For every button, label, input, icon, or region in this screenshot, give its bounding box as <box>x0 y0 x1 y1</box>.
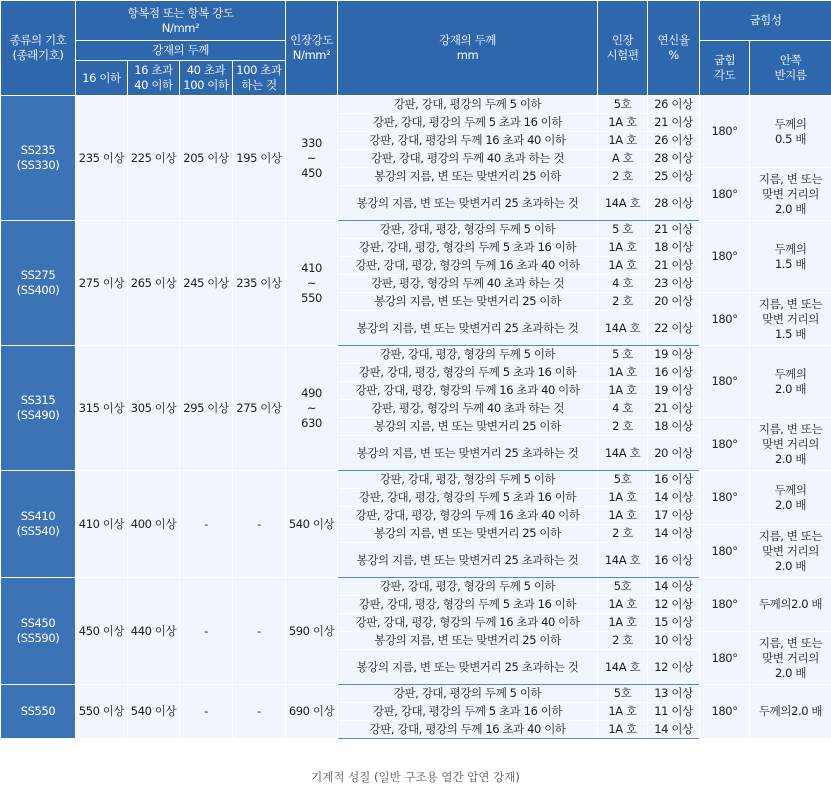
yield-strength-cell: 440 이상 <box>128 578 180 685</box>
grade-symbol: SS275 <box>20 268 56 282</box>
cell-line: ~ <box>306 275 317 290</box>
thickness-header: 강재의 두께 <box>76 41 286 61</box>
yield-strength-cell: 275 이상 <box>76 221 128 346</box>
inner-radius-cell <box>750 418 831 471</box>
specimen-thickness-cell: 봉강의 지름, 변 또는 맞변거리 25 이하 <box>338 525 598 543</box>
yield-strength-cell: 195 이상 <box>233 96 286 221</box>
test-piece-cell: 5호 <box>598 96 648 114</box>
specimen-thickness-cell: 강판, 강대, 평강의 두께 16 초과 40 이하 <box>338 132 598 150</box>
cell-line: 2.0 배 <box>775 497 807 512</box>
test-piece-cell: 1A 호 <box>598 257 648 275</box>
specimen-thickness-cell: 강판, 강대, 평강의 두께 40 초과 하는 것 <box>338 150 598 168</box>
specimen-thickness-cell: 강판, 강대, 평강, 형강의 두께 16 초과 40 이하 <box>338 257 598 275</box>
yield-strength-cell: - <box>180 685 233 739</box>
specimen-thickness-cell: 강판, 강대, 평강, 형강의 두께 5 이하 <box>338 346 598 364</box>
table-caption: 기계적 성질 (일반 구조용 열간 압연 강재) <box>311 770 520 784</box>
bend-angle-header: 굽힘 각도 <box>700 41 750 96</box>
grade-cell <box>1 221 76 346</box>
specimen-thickness-cell: 강판, 강대, 평강, 형강의 두께 16 초과 40 이하 <box>338 507 598 525</box>
test-piece-cell: 1A 호 <box>598 132 648 150</box>
cell-line: 330 <box>301 135 322 150</box>
cell-line: 0.5 배 <box>775 131 807 146</box>
test-piece-cell: 1A 호 <box>598 721 648 739</box>
yield-strength-cell: 540 이상 <box>128 685 180 739</box>
specimen-thickness-header: 강재의 두께 mm <box>338 1 598 96</box>
yield-strength-cell: 235 이상 <box>76 96 128 221</box>
specimen-thickness-cell: 강판, 강대, 평강의 두께 5 초과 16 이하 <box>338 114 598 132</box>
cell-line: 2.0 배 <box>775 201 807 216</box>
bend-angle-cell: 180° <box>700 685 750 739</box>
inner-radius-cell <box>750 578 831 632</box>
grade-old-symbol: (SS330) <box>16 158 60 172</box>
inner-radius-cell <box>750 96 831 168</box>
elongation-cell: 16 이상 <box>648 471 700 489</box>
elongation-cell: 14 이상 <box>648 578 700 596</box>
test-piece-cell: 1A 호 <box>598 596 648 614</box>
grade-cell <box>1 471 76 578</box>
cell-line: 맞변 거리의 <box>762 436 819 451</box>
yield-strength-cell: 400 이상 <box>128 471 180 578</box>
inner-radius-cell <box>750 221 831 293</box>
elongation-cell: 11 이상 <box>648 703 700 721</box>
bend-angle-cell: 180° <box>700 632 750 685</box>
bend-angle-cell: 180° <box>700 96 750 168</box>
tensile-strength-cell <box>286 471 338 578</box>
yield-strength-cell: 225 이상 <box>128 96 180 221</box>
test-piece-cell: 4 호 <box>598 275 648 293</box>
specimen-thickness-cell: 강판, 강대, 평강의 두께 5 이하 <box>338 685 598 703</box>
cell-line: 2.0 배 <box>775 451 807 466</box>
tensile-strength-cell <box>286 685 338 739</box>
bend-angle-cell: 180° <box>700 418 750 471</box>
test-piece-cell: A 호 <box>598 150 648 168</box>
cell-line: 590 이상 <box>288 623 335 638</box>
elongation-cell: 13 이상 <box>648 685 700 703</box>
specimen-thickness-cell: 강판, 강대, 평강, 형강의 두께 5 이하 <box>338 471 598 489</box>
cell-line: 450 <box>301 165 322 180</box>
elongation-cell: 26 이상 <box>648 132 700 150</box>
elongation-cell: 21 이상 <box>648 221 700 239</box>
cell-line: 410 <box>301 260 322 275</box>
bendability-header: 굽힘성 <box>700 1 831 41</box>
test-piece-cell: 1A 호 <box>598 703 648 721</box>
yield-strength-cell: - <box>233 471 286 578</box>
test-piece-cell: 1A 호 <box>598 489 648 507</box>
specimen-thickness-cell: 강판, 강대, 평강, 형강의 두께 16 초과 40 이하 <box>338 614 598 632</box>
test-piece-cell: 2 호 <box>598 418 648 436</box>
inner-radius-header: 안쪽 반지름 <box>750 41 831 96</box>
elongation-cell: 19 이상 <box>648 382 700 400</box>
table-row <box>1 471 831 489</box>
cell-line: 두께의2.0 배 <box>758 704 823 718</box>
inner-radius-cell <box>750 346 831 418</box>
bend-angle-cell: 180° <box>700 221 750 293</box>
cell-line: 지름, 변 또는 <box>758 296 823 311</box>
bend-angle-cell: 180° <box>700 293 750 346</box>
inner-radius-cell <box>750 525 831 578</box>
tensile-strength-cell <box>286 346 338 471</box>
table-row <box>1 578 831 596</box>
cell-line: 490 <box>301 385 322 400</box>
test-piece-cell: 5호 <box>598 471 648 489</box>
elongation-cell: 16 이상 <box>648 543 700 578</box>
test-piece-cell: 14A 호 <box>598 543 648 578</box>
test-piece-cell: 14A 호 <box>598 436 648 471</box>
elongation-cell: 23 이상 <box>648 275 700 293</box>
grade-symbol: SS550 <box>20 704 56 718</box>
cell-line: 지름, 변 또는 <box>758 635 823 650</box>
grade-symbol: SS450 <box>20 616 56 630</box>
bend-angle-cell: 180° <box>700 168 750 221</box>
cell-line: 540 이상 <box>288 516 335 531</box>
inner-radius-cell <box>750 471 831 525</box>
elongation-cell: 17 이상 <box>648 507 700 525</box>
elongation-cell: 26 이상 <box>648 96 700 114</box>
elongation-cell: 20 이상 <box>648 436 700 471</box>
yield-strength-header: 항복점 또는 항복 강도 N/mm² <box>76 1 286 41</box>
test-piece-cell: 1A 호 <box>598 114 648 132</box>
thickness-range-header: 40 초과 100 이하 <box>180 61 233 96</box>
table-row <box>1 96 831 114</box>
bend-angle-cell: 180° <box>700 471 750 525</box>
yield-strength-cell: 305 이상 <box>128 346 180 471</box>
specimen-thickness-cell: 봉강의 지름, 변 또는 맞변거리 25 초과하는 것 <box>338 311 598 346</box>
elongation-cell: 21 이상 <box>648 114 700 132</box>
test-piece-cell: 1A 호 <box>598 364 648 382</box>
cell-line: 맞변 거리의 <box>762 311 819 326</box>
grade-old-symbol: (SS400) <box>16 283 60 297</box>
cell-line: 지름, 변 또는 <box>758 171 823 186</box>
specimen-thickness-cell: 봉강의 지름, 변 또는 맞변거리 25 이하 <box>338 293 598 311</box>
yield-strength-cell: 235 이상 <box>233 221 286 346</box>
yield-strength-cell: 550 이상 <box>76 685 128 739</box>
test-piece-cell: 1A 호 <box>598 382 648 400</box>
grade-symbol-header: 종류의 기호 (종래기호) <box>1 1 76 96</box>
cell-line: 두께의 <box>774 482 807 497</box>
yield-strength-cell: 315 이상 <box>76 346 128 471</box>
cell-line: 1.5 배 <box>775 326 807 341</box>
table-row <box>1 221 831 239</box>
elongation-cell: 25 이상 <box>648 168 700 186</box>
yield-strength-cell: - <box>233 685 286 739</box>
elongation-cell: 10 이상 <box>648 632 700 650</box>
elongation-cell: 16 이상 <box>648 364 700 382</box>
specimen-thickness-cell: 강판, 강대, 평강, 형강의 두께 5 초과 16 이하 <box>338 364 598 382</box>
yield-strength-cell: 450 이상 <box>76 578 128 685</box>
elongation-cell: 14 이상 <box>648 721 700 739</box>
specimen-thickness-cell: 강판, 강대, 평강의 두께 5 이하 <box>338 96 598 114</box>
table-body <box>1 96 831 739</box>
specimen-thickness-cell: 강판, 평강, 형강의 두께 40 초과 하는 것 <box>338 400 598 418</box>
specimen-thickness-cell: 강판, 강대, 평강, 형강의 두께 5 초과 16 이하 <box>338 596 598 614</box>
cell-line: ~ <box>306 400 317 415</box>
cell-line: 맞변 거리의 <box>762 186 819 201</box>
inner-radius-cell <box>750 168 831 221</box>
elongation-cell: 21 이상 <box>648 257 700 275</box>
yield-strength-cell: 265 이상 <box>128 221 180 346</box>
elongation-cell: 14 이상 <box>648 525 700 543</box>
cell-line: 지름, 변 또는 <box>758 528 823 543</box>
table-row <box>1 685 831 703</box>
grade-old-symbol: (SS590) <box>16 631 60 645</box>
thickness-range-header: 16 이하 <box>76 61 128 96</box>
bend-angle-cell: 180° <box>700 525 750 578</box>
cell-line: 두께의 <box>774 366 807 381</box>
specimen-thickness-cell: 강판, 강대, 평강의 두께 5 초과 16 이하 <box>338 703 598 721</box>
test-piece-cell: 2 호 <box>598 632 648 650</box>
test-piece-cell: 5호 <box>598 578 648 596</box>
inner-radius-cell <box>750 685 831 739</box>
elongation-cell: 12 이상 <box>648 650 700 685</box>
specimen-thickness-cell: 봉강의 지름, 변 또는 맞변거리 25 이하 <box>338 418 598 436</box>
specimen-thickness-cell: 강판, 강대, 평강의 두께 16 초과 40 이하 <box>338 721 598 739</box>
test-piece-cell: 5호 <box>598 685 648 703</box>
specimen-thickness-cell: 강판, 강대, 평강, 형강의 두께 16 초과 40 이하 <box>338 382 598 400</box>
test-piece-cell: 1A 호 <box>598 507 648 525</box>
specimen-thickness-cell: 봉강의 지름, 변 또는 맞변거리 25 이하 <box>338 632 598 650</box>
cell-line: 550 <box>301 290 322 305</box>
elongation-cell: 19 이상 <box>648 346 700 364</box>
specimen-thickness-cell: 강판, 강대, 평강, 형강의 두께 5 이하 <box>338 221 598 239</box>
yield-strength-cell: 275 이상 <box>233 346 286 471</box>
yield-strength-cell: 295 이상 <box>180 346 233 471</box>
grade-cell <box>1 685 76 739</box>
test-piece-cell: 14A 호 <box>598 186 648 221</box>
yield-strength-cell: 245 이상 <box>180 221 233 346</box>
test-piece-cell: 4 호 <box>598 400 648 418</box>
yield-strength-cell: - <box>233 578 286 685</box>
grade-old-symbol: (SS490) <box>16 408 60 422</box>
test-piece-cell: 1A 호 <box>598 239 648 257</box>
cell-line: 두께의2.0 배 <box>758 597 823 611</box>
elongation-cell: 21 이상 <box>648 400 700 418</box>
grade-cell <box>1 96 76 221</box>
test-piece-cell: 5 호 <box>598 221 648 239</box>
specimen-thickness-cell: 봉강의 지름, 변 또는 맞변거리 25 초과하는 것 <box>338 650 598 685</box>
tensile-strength-cell <box>286 96 338 221</box>
elongation-cell: 15 이상 <box>648 614 700 632</box>
elongation-cell: 28 이상 <box>648 186 700 221</box>
test-piece-cell: 5 호 <box>598 346 648 364</box>
bend-angle-cell: 180° <box>700 346 750 418</box>
specimen-thickness-cell: 강판, 강대, 평강, 형강의 두께 5 초과 16 이하 <box>338 239 598 257</box>
test-piece-cell: 14A 호 <box>598 650 648 685</box>
grade-old-symbol: (SS540) <box>16 524 60 538</box>
inner-radius-cell <box>750 632 831 685</box>
test-piece-cell: 2 호 <box>598 525 648 543</box>
elongation-cell: 20 이상 <box>648 293 700 311</box>
grade-symbol: SS235 <box>20 143 56 157</box>
cell-line: 맞변 거리의 <box>762 650 819 665</box>
test-piece-cell: 2 호 <box>598 293 648 311</box>
yield-strength-cell: - <box>180 578 233 685</box>
elongation-cell: 12 이상 <box>648 596 700 614</box>
elongation-cell: 18 이상 <box>648 418 700 436</box>
grade-cell <box>1 346 76 471</box>
specimen-thickness-cell: 봉강의 지름, 변 또는 맞변거리 25 초과하는 것 <box>338 543 598 578</box>
bend-angle-cell: 180° <box>700 578 750 632</box>
yield-strength-cell: 410 이상 <box>76 471 128 578</box>
elongation-cell: 18 이상 <box>648 239 700 257</box>
grade-cell <box>1 578 76 685</box>
inner-radius-cell <box>750 293 831 346</box>
yield-strength-cell: - <box>180 471 233 578</box>
specimen-thickness-cell: 강판, 강대, 평강, 형강의 두께 5 이하 <box>338 578 598 596</box>
elongation-cell: 28 이상 <box>648 150 700 168</box>
elongation-cell: 14 이상 <box>648 489 700 507</box>
table-row <box>1 346 831 364</box>
tensile-strength-header: 인장강도 N/mm² <box>286 1 338 96</box>
yield-strength-cell: 205 이상 <box>180 96 233 221</box>
thickness-range-header: 100 초과 하는 것 <box>233 61 286 96</box>
cell-line: 맞변 거리의 <box>762 543 819 558</box>
test-piece-cell: 14A 호 <box>598 311 648 346</box>
cell-line: 2.0 배 <box>775 665 807 680</box>
grade-symbol: SS315 <box>20 393 56 407</box>
specimen-thickness-cell: 봉강의 지름, 변 또는 맞변거리 25 이하 <box>338 168 598 186</box>
cell-line: 690 이상 <box>288 704 335 718</box>
cell-line: 2.0 배 <box>775 558 807 573</box>
elongation-cell: 22 이상 <box>648 311 700 346</box>
test-piece-cell: 2 호 <box>598 168 648 186</box>
cell-line: 2.0 배 <box>775 381 807 396</box>
specimen-thickness-cell: 봉강의 지름, 변 또는 맞변거리 25 초과하는 것 <box>338 436 598 471</box>
grade-symbol: SS410 <box>20 509 56 523</box>
specimen-thickness-cell: 강판, 강대, 평강, 형강의 두께 5 초과 16 이하 <box>338 489 598 507</box>
tensile-strength-cell <box>286 221 338 346</box>
cell-line: 630 <box>301 415 322 430</box>
cell-line: 두께의 <box>774 116 807 131</box>
cell-line: 지름, 변 또는 <box>758 421 823 436</box>
elongation-header: 연신율 % <box>648 1 700 96</box>
test-piece-cell: 1A 호 <box>598 614 648 632</box>
test-piece-header: 인장 시험편 <box>598 1 648 96</box>
specimen-thickness-cell: 강판, 평강, 형강의 두께 40 초과 하는 것 <box>338 275 598 293</box>
tensile-strength-cell <box>286 578 338 685</box>
cell-line: ~ <box>306 150 317 165</box>
cell-line: 두께의 <box>774 241 807 256</box>
specimen-thickness-cell: 봉강의 지름, 변 또는 맞변거리 25 초과하는 것 <box>338 186 598 221</box>
thickness-range-header: 16 초과 40 이하 <box>128 61 180 96</box>
cell-line: 1.5 배 <box>775 256 807 271</box>
